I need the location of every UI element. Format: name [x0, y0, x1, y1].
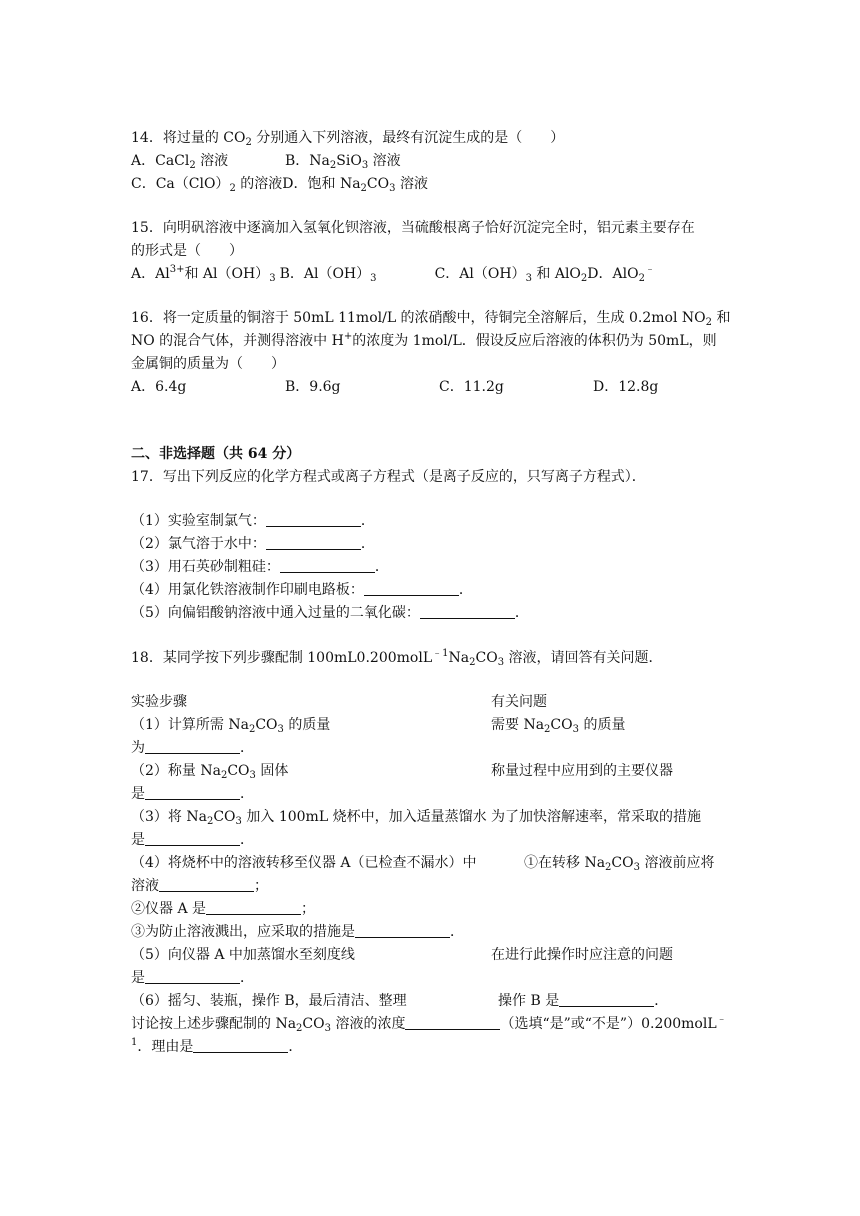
q14-option-c: C．$Ca(ClO)_2$ 的溶液	[131, 176, 283, 194]
q18-step2-right: 称量过程中应用到的主要仪器	[491, 763, 673, 779]
q16-options	[131, 377, 658, 397]
q17-item-1: （1）实验室制氯气： ．	[131, 513, 375, 529]
q16-stem-line1: 16．将一定质量的铜溶于 50mL 11mol/L 的浓硝酸中，待铜完全溶解后，生成 0.2mol $NO_2$ 和	[131, 310, 731, 328]
q15-stem-line1: 15．向明矾溶液中逐滴加入氢氧化钡溶液，当硫酸根离子恰好沉淀完全时，铝元素主要存在	[131, 220, 695, 236]
q18-discussion: 讨论按上述步骤配制的 $Na_2CO_3$ 溶液的浓度 （选填“是”或“不是”）0.200molL﹣	[131, 1014, 727, 1034]
section-title: 二、非选择题（共 64 分）	[131, 446, 301, 462]
q15-option-d: D．AlO$_2$﹣	[587, 264, 655, 284]
q18-step1-left: （1）计算所需 $Na_2CO_3$ 的质量	[131, 717, 331, 735]
q18-step5-right: 在进行此操作时应注意的问题	[491, 947, 673, 963]
q18-step4-q2: ②仪器 A 是 ；	[131, 901, 316, 917]
q15-option-a: A．$Al^{3+}$和 $Al(OH)_3$	[131, 264, 276, 284]
q18-step5-left: （5）向仪器 A 中加蒸馏水至刻度线	[131, 947, 355, 963]
q14-options-row2	[131, 174, 428, 194]
answer-blank[interactable]	[364, 581, 459, 596]
answer-blank[interactable]	[266, 535, 361, 550]
answer-blank[interactable]	[206, 900, 301, 915]
q14-option-b: B．$Na_2SiO_3$ 溶液	[285, 153, 401, 171]
q17-item-2: （2）氯气溶于水中： ．	[131, 536, 375, 552]
q14-option-d: D．饱和 $Na_2CO_3$ 溶液	[282, 176, 428, 194]
q14-options-row1	[131, 151, 401, 171]
q18-step1-cont: 为 ．	[131, 740, 254, 756]
answer-blank[interactable]	[159, 877, 254, 892]
q18-col-right-header: 有关问题	[491, 694, 547, 710]
q18-step1-right: 需要 $Na_2CO_3$ 的质量	[491, 717, 626, 735]
q17-stem: 17．写出下列反应的化学方程式或离子方程式（是离子反应的，只写离子方程式）．	[131, 469, 646, 485]
q18-step4-right: ①在转移 $Na_2CO_3$ 溶液前应将	[524, 855, 715, 873]
answer-blank[interactable]	[145, 739, 240, 754]
answer-blank[interactable]	[280, 558, 375, 573]
q15-stem-line2: 的形式是（ ）	[131, 243, 243, 259]
q17-item-4: （4）用氯化铁溶液制作印刷电路板： ．	[131, 582, 473, 598]
q16-option-d: D．12.8g	[593, 379, 659, 395]
answer-blank[interactable]	[193, 1038, 288, 1053]
q18-stem: 18．某同学按下列步骤配制 $100mL0.200molL^{﹣1}Na_2CO_3$ 溶液，请回答有关问题．	[131, 648, 663, 668]
q17-item-5: （5）向偏铝酸钠溶液中通入过量的二氧化碳： ．	[131, 605, 529, 621]
answer-blank[interactable]	[420, 604, 515, 619]
q16-stem-line2: NO 的混合气体，并测得溶液中 H+的浓度为 1mol/L．假设反应后溶液的体积仍为 50mL，则	[131, 331, 717, 349]
q18-step6-right: 操作 B 是 ．	[498, 993, 669, 1009]
q18-step4-cont: 溶液 ；	[131, 878, 268, 894]
q15-options	[131, 264, 655, 284]
answer-blank[interactable]	[355, 923, 450, 938]
q18-col-left-header: 实验步骤	[131, 694, 187, 710]
q14-stem: 14．将过量的 $CO_2$ 分别通入下列溶液，最终有沉淀生成的是（ ）	[131, 130, 565, 148]
q18-step4-left: （4）将烧杯中的溶液转移至仪器 A（已检查不漏水）中	[131, 855, 477, 871]
answer-blank[interactable]	[405, 1015, 500, 1030]
q14-option-a: A．CaCl$_2$ 溶液	[131, 153, 229, 171]
q17-item-3: （3）用石英砂制粗硅： ．	[131, 559, 389, 575]
answer-blank[interactable]	[145, 969, 240, 984]
q18-step2-left: （2）称量 $Na_2CO_3$ 固体	[131, 763, 289, 781]
answer-blank[interactable]	[145, 831, 240, 846]
q16-option-b: B．9.6g	[285, 379, 341, 395]
answer-blank[interactable]	[559, 992, 654, 1007]
q18-discussion-cont: $^1$．理由是 ．	[131, 1037, 303, 1055]
q15-option-c: C．$Al(OH)_3$ 和 AlO$_2$	[434, 266, 588, 284]
q16-option-a: A．6.4g	[131, 379, 187, 395]
q18-step3: （3）将 $Na_2CO_3$ 加入 100mL 烧杯中，加入适量蒸馏水 为了加快溶解速率，常采取的措施	[131, 809, 702, 827]
q15-option-b: B．$Al(OH)_3$	[279, 266, 377, 284]
q18-step4-q3: ③为防止溶液溅出，应采取的措施是 ．	[131, 924, 464, 940]
q18-step5-cont: 是 ．	[131, 970, 254, 986]
q18-step2-cont: 是 ．	[131, 786, 254, 802]
q16-option-c: C．11.2g	[439, 379, 504, 395]
answer-blank[interactable]	[145, 785, 240, 800]
answer-blank[interactable]	[266, 512, 361, 527]
q18-step6-left: （6）摇匀、装瓶，操作 B，最后清洁、整理	[131, 993, 407, 1009]
q18-step3-cont: 是 ．	[131, 832, 254, 848]
q16-stem-line3: 金属铜的质量为（ ）	[131, 356, 285, 372]
